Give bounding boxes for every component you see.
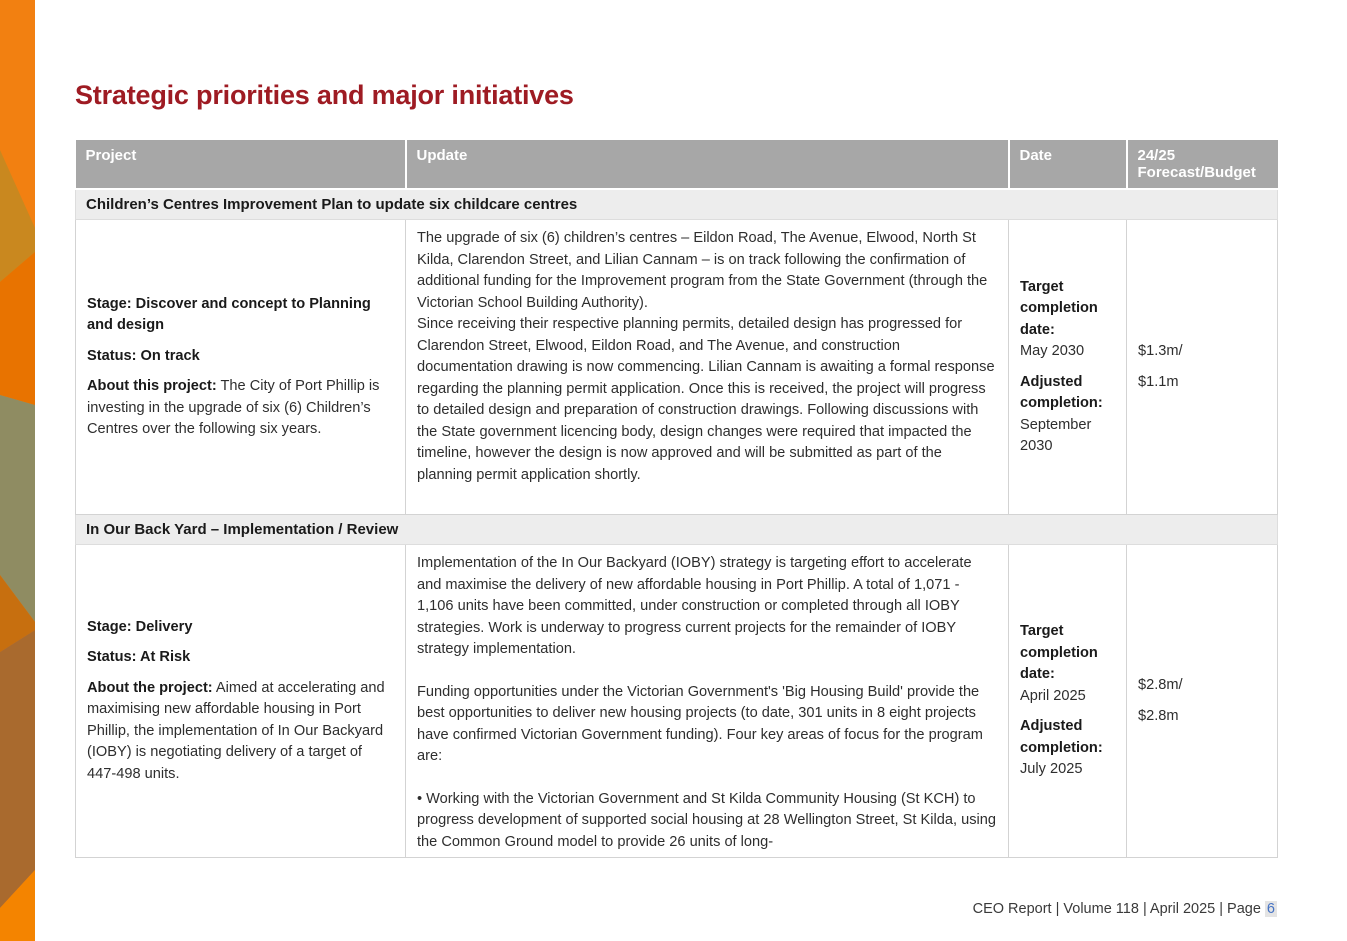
footer xyxy=(973,901,1277,917)
date-cell xyxy=(1009,545,1127,858)
adjusted-completion-value: September 2030 xyxy=(1020,416,1092,454)
stage-text: Stage: Discover and concept to Planning and design xyxy=(87,295,371,333)
project-cell xyxy=(76,220,406,515)
budget-value: $2.8m xyxy=(1138,707,1179,724)
footer-text: CEO Report | Volume 118 | April 2025 | Page xyxy=(972,901,1261,917)
section-title: In Our Back Yard – Implementation / Review xyxy=(76,515,1278,545)
about-label: About the project: xyxy=(87,679,213,696)
update-bullet: • Working with the Victorian Government and St Kilda Community Housing (St KCH) to progress development of supported social housing at 28 Wellington Street, St Kilda, using the Common Ground model to provide 26 units of long- xyxy=(417,790,996,849)
column-header-update: Update xyxy=(406,140,1009,189)
page-number-field: 6 xyxy=(1266,901,1275,917)
update-paragraph: Funding opportunities under the Victorian Government's 'Big Housing Build' provide the best opportunities to deliver new housing projects (to date, 301 units in 8 eight projects have confirmed Victorian Government funding). Four key areas of focus for the program are: xyxy=(417,683,983,764)
adjusted-completion-value: July 2025 xyxy=(1020,761,1083,778)
stage-text: Stage: Delivery xyxy=(87,618,193,635)
table-row-childrens-centres xyxy=(76,220,1278,515)
budget-value: $1.1m xyxy=(1138,373,1179,390)
decorative-side-band xyxy=(0,0,35,941)
target-completion-value: May 2030 xyxy=(1020,343,1085,359)
update-paragraph: The upgrade of six (6) children’s centres – Eildon Road, The Avenue, Elwood, North St Kilda, Clarendon Street, and Lilian Cannam – is on track following the confirmation of additional funding for the Improvement program from the State Government (through the Victorian School Building Authority). xyxy=(417,230,988,311)
status-text: Status: At Risk xyxy=(87,649,191,666)
page-title: Strategic priorities and major initiatives xyxy=(75,80,574,110)
about-text: Aimed at accelerating and maximising new affordable housing in Port Phillip, the implementation of In Our Backyard (IOBY) is negotiating delivery of a target of 447-498 units. xyxy=(87,679,385,782)
adjusted-completion-label: Adjusted completion: xyxy=(1020,373,1103,411)
update-paragraph: Implementation of the In Our Backyard (IOBY) strategy is targeting effort to accelerate and maximise the delivery of new affordable housing in Port Phillip. A total of 1,071 - 1,106 units have been committed, under construction or completed through all IOBY strategies. Work is underway to progress current projects for the remainder of IOBY strategy implementation. xyxy=(417,555,972,657)
update-cell xyxy=(406,220,1009,515)
target-completion-label: Target completion date: xyxy=(1020,623,1098,683)
section-row-in-our-back-yard xyxy=(76,515,1278,545)
update-paragraph: Since receiving their respective planning permits, detailed design has progressed for Clarendon Street, Elwood, Eildon Road, and The Avenue, and construction documentation drawing is now commencing. Lilian Cannam is awaiting a formal response regarding the planning permit application. Once this is received, the project will progress to detailed design and preparation of construction drawings. Following discussions with the State government licencing body, design changes were required that impacted the timeline, however the design is now approved and will be submitted as part of the planning permit application shortly. xyxy=(417,316,995,483)
section-row-childrens-centres xyxy=(76,189,1278,220)
target-completion-value: April 2025 xyxy=(1020,687,1086,704)
column-header-date: Date xyxy=(1009,140,1127,189)
adjusted-completion-label: Adjusted completion: xyxy=(1020,718,1103,756)
table-header-row xyxy=(76,140,1278,189)
table-row-in-our-back-yard xyxy=(76,545,1278,858)
target-completion-label: Target completion date: xyxy=(1020,278,1098,338)
strategic-priorities-table xyxy=(75,140,1278,858)
column-header-forecast: 24/25 Forecast/Budget xyxy=(1127,140,1278,189)
about-text: The City of Port Phillip is investing in the upgrade of six (6) Children’s Centres over the following six years. xyxy=(87,378,380,437)
about-label: About this project: xyxy=(87,378,217,394)
column-header-project: Project xyxy=(76,140,406,189)
forecast-cell xyxy=(1127,220,1278,515)
section-title: Children’s Centres Improvement Plan to update six childcare centres xyxy=(76,189,1278,220)
date-cell xyxy=(1009,220,1127,515)
forecast-value: $1.3m/ xyxy=(1138,343,1183,359)
status-text: Status: On track xyxy=(87,347,200,364)
update-cell xyxy=(406,545,1009,858)
project-cell xyxy=(76,545,406,858)
forecast-cell xyxy=(1127,545,1278,858)
forecast-value: $2.8m/ xyxy=(1138,677,1183,693)
